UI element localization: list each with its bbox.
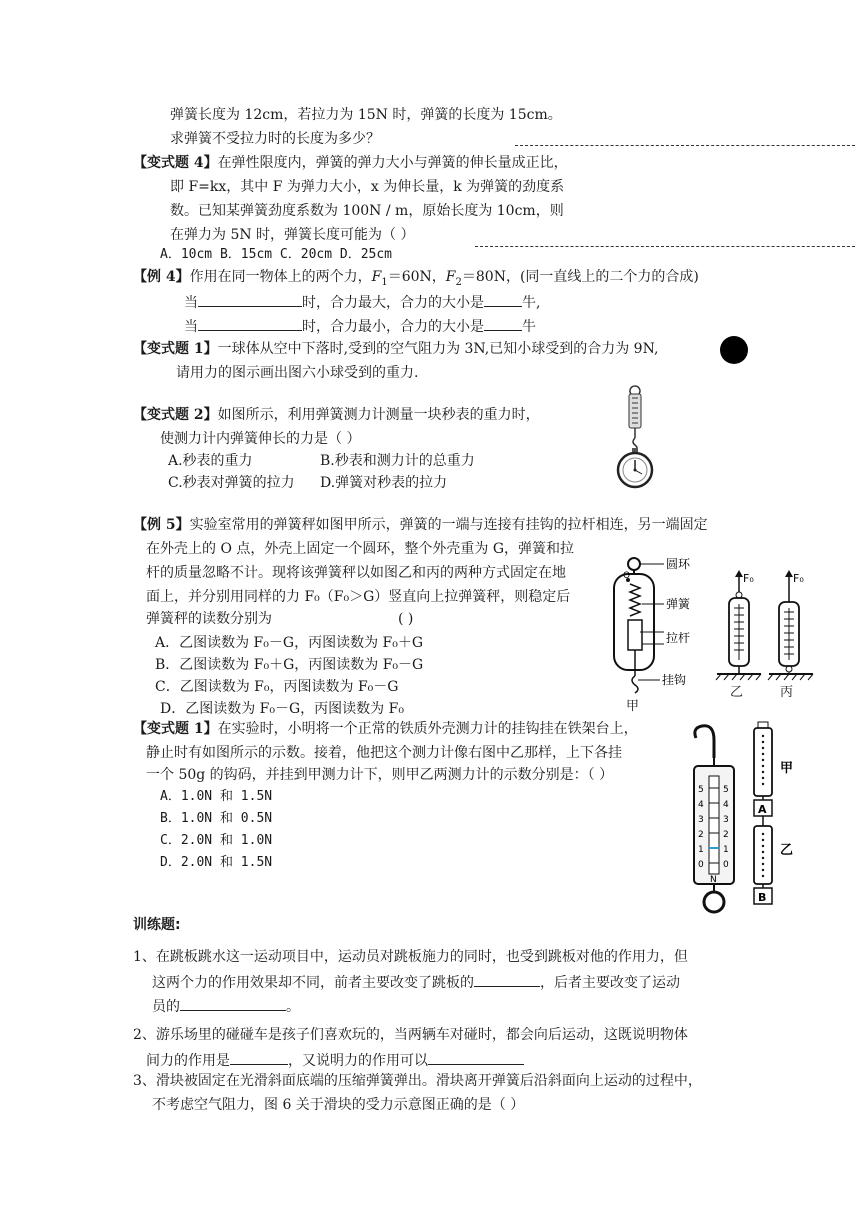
example-4-variant-2-text-1: 如图所示，利用弹簧测力计测量一块秒表的重力时， bbox=[217, 407, 540, 423]
weight-b-label: B bbox=[758, 891, 767, 904]
top-line-2: 求弹簧不受拉力时的长度为多少？ bbox=[170, 131, 380, 147]
ring-label: 圆环 bbox=[666, 557, 691, 571]
example-4-min-text: 时，合力最小，合力的大小是 bbox=[302, 319, 484, 335]
training-q1-text-c: 员的 bbox=[152, 999, 180, 1015]
training-q3-line-2: 不考虑空气阻力，图 6 关于滑块的受力示意图正确的是（ ） bbox=[152, 1097, 525, 1113]
force-2-value: ＝80N，(同一直线上的二个力的合成) bbox=[461, 269, 699, 285]
force-label-yi: F₀ bbox=[743, 572, 754, 585]
example-4-variant-2-line-1 bbox=[133, 406, 540, 424]
example-4-blank-2[interactable] bbox=[484, 292, 522, 307]
pull-rod-icon bbox=[628, 620, 642, 650]
example-5-variant-1-text-1: 在实验时，小明将一个正常的铁质外壳测力计的挂钩挂在铁架台上， bbox=[217, 721, 638, 737]
rod-label: 拉杆 bbox=[666, 631, 691, 645]
example-4-variant-2-option-c: C.秒表对弹簧的拉力 bbox=[168, 475, 295, 491]
example-5-answer-paren: ( ) bbox=[398, 611, 414, 627]
force-2-symbol: F bbox=[445, 269, 456, 285]
example-4-variant-2-option-a: A.秒表的重力 bbox=[168, 453, 253, 469]
top-hook-icon bbox=[695, 726, 714, 758]
training-q1-text-b: ，后者主要改变了运动 bbox=[540, 975, 680, 991]
example-4-line-3 bbox=[184, 316, 536, 336]
example-4-variant-1-line-1 bbox=[133, 340, 658, 358]
scale-tick-right-5: 0 bbox=[723, 860, 729, 870]
example-4-line-2 bbox=[184, 292, 540, 312]
example-4-max-text: 时，合力最大，合力的大小是 bbox=[302, 295, 484, 311]
variant-4-line-1 bbox=[133, 154, 568, 172]
example-4-when-1: 当 bbox=[184, 295, 198, 311]
scale-tick-right-3: 2 bbox=[723, 830, 729, 840]
training-q2-line-1: 2、游乐场里的碰碰车是孩子们喜欢玩的，当两辆车对碰时，都会向后运动，这既说明物体 bbox=[133, 1027, 688, 1043]
example-4-variant-1-text-1: 一球体从空中下落时,受到的空气阻力为 3N,已知小球受到的合力为 9N, bbox=[217, 341, 659, 357]
training-q1-blank-1[interactable] bbox=[474, 972, 540, 987]
figure-jia-caption: 甲 bbox=[626, 699, 640, 714]
force-2-subscript: 2 bbox=[455, 276, 462, 288]
point-o-label: O bbox=[623, 571, 631, 581]
force-1-value: ＝60N， bbox=[387, 269, 446, 285]
example-5-line-1 bbox=[133, 516, 708, 534]
spring-label: 弹簧 bbox=[666, 597, 691, 611]
outer-shell-icon bbox=[614, 574, 654, 670]
scale-tick-right-4: 1 bbox=[723, 845, 729, 855]
weight-a-label: A bbox=[758, 803, 767, 816]
force-1-subscript: 1 bbox=[381, 276, 388, 288]
training-section-title: 训练题: bbox=[133, 917, 181, 933]
training-q2-text-b: ，又说明力的作用可以 bbox=[288, 1053, 428, 1069]
hook-icon bbox=[632, 676, 638, 693]
example-5-line-4: 面上，并分别用同样的力 F₀（F₀＞G）竖直向上拉弹簧秤，则稳定后 bbox=[146, 589, 571, 605]
bottom-ring-icon bbox=[704, 892, 724, 912]
force-1-symbol: F bbox=[371, 269, 382, 285]
example-4-unit-1: 牛, bbox=[522, 295, 541, 311]
example-5-variant-1-line-3: 一个 50g 的钩码，并挂到甲测力计下，则甲乙两测力计的示数分别是：（ ） bbox=[146, 767, 614, 783]
scale-tick-left-1: 4 bbox=[698, 800, 704, 810]
spring-icon bbox=[630, 584, 640, 616]
example-5-variant-1-option-c: C．2.0N 和 1.0N bbox=[160, 833, 273, 848]
stopwatch-scale-figure bbox=[605, 382, 665, 494]
force-label-bing: F₀ bbox=[793, 572, 804, 585]
scale-tick-left-5: 0 bbox=[698, 860, 704, 870]
figure-yi-caption: 乙 bbox=[730, 685, 744, 700]
variant-4-line-2: 即 F=kx，其中 F 为弹力大小，x 为伸长量，k 为弹簧的劲度系 bbox=[170, 179, 565, 195]
example-4-when-2: 当 bbox=[184, 319, 198, 335]
scale-tick-right-1: 4 bbox=[723, 800, 729, 810]
training-q1-line-3 bbox=[152, 996, 300, 1016]
example-5-line-5: 弹簧秤的读数分别为 bbox=[146, 611, 272, 627]
example-4-blank-1[interactable] bbox=[198, 292, 302, 307]
training-q1-line-1: 1、在跳板跳水这一运动项目中，运动员对跳板施力的同时，也受到跳板对他的作用力，但 bbox=[133, 949, 688, 965]
example-4-variant-1-line-2: 请用力的图示画出图六小球受到的重力. bbox=[176, 365, 419, 381]
example-5-option-b: B．乙图读数为 F₀＋G，丙图读数为 F₀－G bbox=[155, 657, 424, 673]
example-4-blank-4[interactable] bbox=[484, 316, 522, 331]
example-5-tag: 【例 5】 bbox=[133, 517, 190, 533]
dashed-margin-line-top bbox=[515, 145, 855, 146]
training-q2-line-2 bbox=[146, 1050, 524, 1070]
example-5-option-d: D．乙图读数为 F₀－G，丙图读数为 F₀ bbox=[160, 701, 404, 717]
example-5-option-c: C．乙图读数为 F₀，丙图读数为 F₀－G bbox=[155, 679, 399, 695]
example-4-variant-2-option-d: D.弹簧对秒表的拉力 bbox=[320, 475, 448, 491]
training-q1-text-d: 。 bbox=[286, 999, 300, 1015]
variant-4-line-3: 数。已知某弹簧劲度系数为 100N / m，原始长度为 10cm，则 bbox=[170, 203, 564, 219]
figure-bing-caption: 丙 bbox=[780, 685, 794, 700]
example-4-variant-2-tag: 【变式题 2】 bbox=[133, 407, 218, 423]
example-4-variant-2-option-b: B.秒表和测力计的总重力 bbox=[320, 453, 475, 469]
example-4-text-1: 作用在同一物体上的两个力， bbox=[189, 269, 372, 285]
example-4-blank-3[interactable] bbox=[198, 316, 302, 331]
training-q1-blank-2[interactable] bbox=[180, 996, 286, 1011]
force-arrow-bing-icon bbox=[785, 570, 793, 577]
training-q2-text-a: 间力的作用是 bbox=[146, 1053, 230, 1069]
scale-unit-label: N bbox=[710, 875, 717, 885]
example-4-tag: 【例 4】 bbox=[133, 269, 190, 285]
training-q3-line-1: 3、滑块被固定在光滑斜面底端的压缩弹簧弹出。滑块离开弹簧后沿斜面向上运动的过程中， bbox=[133, 1073, 702, 1089]
ring-icon bbox=[628, 558, 640, 570]
spring-balance-diagram-yi-bing bbox=[715, 568, 825, 688]
chained-scales-figure bbox=[744, 720, 814, 908]
example-4-line-1 bbox=[133, 268, 699, 292]
scale-jia-icon bbox=[754, 728, 772, 796]
hook-label: 挂钩 bbox=[662, 673, 687, 687]
scale-tick-left-2: 3 bbox=[698, 815, 704, 825]
top-line-1: 弹簧长度为 12cm，若拉力为 15N 时，弹簧的长度为 15cm。 bbox=[170, 107, 562, 123]
dashed-margin-line-bottom bbox=[475, 246, 855, 247]
training-q2-blank-1[interactable] bbox=[230, 1050, 288, 1065]
variant-4-tag: 【变式题 4】 bbox=[133, 155, 218, 171]
variant-4-text-1: 在弹性限度内，弹簧的弹力大小与弹簧的伸长量成正比， bbox=[217, 155, 568, 171]
training-q1-text-a: 这两个力的作用效果却不同，前者主要改变了跳板的 bbox=[152, 975, 474, 991]
training-q2-blank-2[interactable] bbox=[428, 1050, 524, 1065]
ball-shape bbox=[720, 336, 748, 364]
example-5-variant-1-option-d: D．2.0N 和 1.5N bbox=[160, 855, 273, 870]
example-4-variant-2-line-2: 使测力计内弹簧伸长的力是（ ） bbox=[160, 431, 361, 447]
scale-tick-right-0: 5 bbox=[723, 785, 729, 795]
hanging-spring-scale-figure bbox=[688, 718, 740, 914]
scale-tick-left-4: 1 bbox=[698, 845, 704, 855]
training-q1-line-2 bbox=[152, 972, 680, 992]
example-5-text-1: 实验室常用的弹簧秤如图甲所示，弹簧的一端与连接有挂钩的拉杆相连，另一端固定 bbox=[189, 517, 708, 533]
scale-yi-label: 乙 bbox=[780, 843, 794, 858]
example-5-variant-1-line-2: 静止时有如图所示的示数。接着，他把这个测力计像右图中乙那样，上下各挂 bbox=[146, 745, 622, 761]
scale-tick-right-2: 3 bbox=[723, 815, 729, 825]
example-5-variant-1-option-b: B．1.0N 和 0.5N bbox=[160, 811, 273, 826]
example-5-variant-1-tag: 【变式题 1】 bbox=[133, 721, 218, 737]
example-4-variant-1-tag: 【变式题 1】 bbox=[133, 341, 218, 357]
scale-tick-left-3: 2 bbox=[698, 830, 704, 840]
example-5-variant-1-option-a: A．1.0N 和 1.5N bbox=[160, 789, 273, 804]
scale-tick-left-0: 5 bbox=[698, 785, 704, 795]
example-4-unit-2: 牛 bbox=[522, 319, 536, 335]
example-5-line-2: 在外壳上的 O 点，外壳上固定一个圆环，整个外壳重为 G，弹簧和拉 bbox=[146, 541, 575, 557]
variant-4-line-4: 在弹力为 5N 时，弹簧长度可能为（ ） bbox=[170, 227, 415, 243]
variant-4-options: A．10cm B．15cm C．20cm D．25cm bbox=[160, 247, 393, 262]
example-5-variant-1-line-1 bbox=[133, 720, 638, 738]
example-5-option-a: A．乙图读数为 F₀－G，丙图读数为 F₀＋G bbox=[155, 635, 424, 651]
force-arrow-yi-icon bbox=[735, 570, 743, 577]
spring-balance-diagram-jia bbox=[610, 556, 710, 694]
ball-figure bbox=[718, 334, 750, 366]
example-5-line-3: 杆的质量忽略不计。现将该弹簧秤以如图乙和丙的两种方式固定在地 bbox=[146, 565, 566, 581]
scale-jia-label: 甲 bbox=[780, 761, 794, 776]
